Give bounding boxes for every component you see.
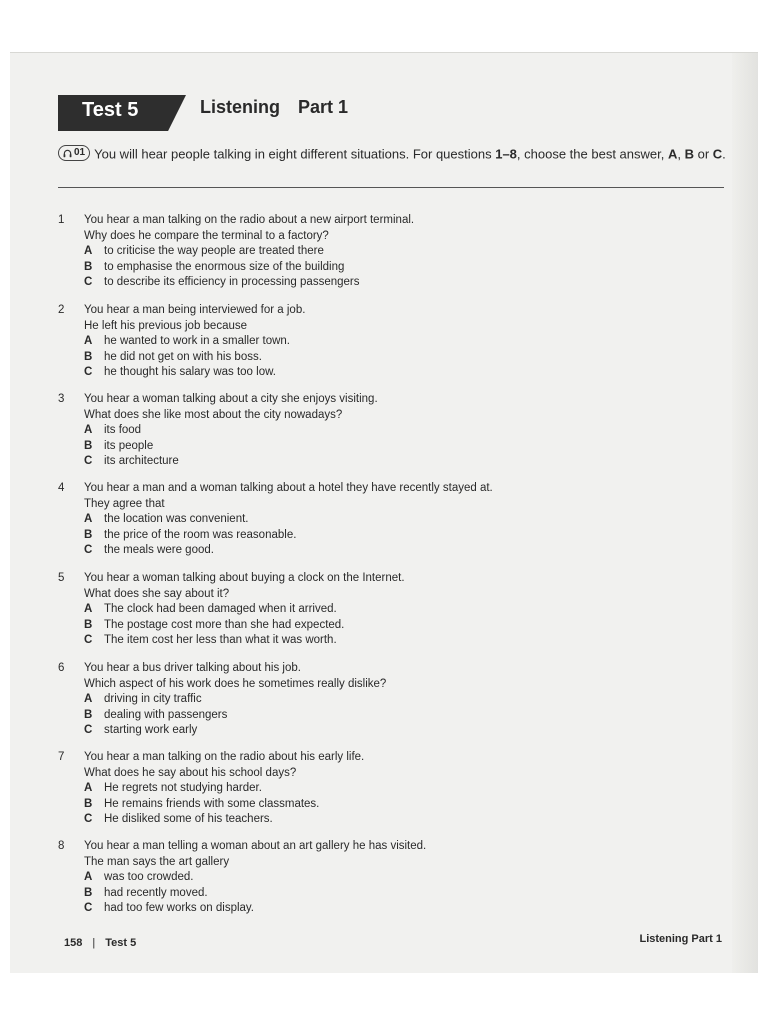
- answer-option: [84, 543, 704, 559]
- answer-option: [84, 870, 704, 886]
- instructions-or: or: [693, 146, 713, 162]
- answer-letter-a: A: [667, 146, 678, 162]
- option-text: dealing with passengers: [104, 708, 228, 721]
- question-context: You hear a man talking on the radio about a new airport terminal.: [84, 214, 415, 226]
- option-letter: C: [84, 813, 93, 825]
- option-text: was too crowded.: [104, 871, 194, 883]
- question-number: 7: [58, 751, 65, 763]
- option-text: He regrets not studying harder.: [104, 782, 262, 794]
- answer-option: [84, 692, 704, 708]
- question-text: What does he say about his school days?: [84, 766, 297, 779]
- option-letter: A: [84, 424, 93, 436]
- option-letter: C: [84, 634, 93, 646]
- option-letter: C: [84, 276, 93, 288]
- option-letter: A: [84, 782, 93, 794]
- question-body: [84, 571, 704, 649]
- answer-option: [84, 886, 704, 902]
- answer-option: [84, 528, 704, 544]
- question-text: What does she like most about the city nowadays?: [84, 408, 343, 421]
- answer-option: [84, 781, 704, 797]
- option-text: to describe its efficiency in processing passengers: [104, 276, 360, 288]
- answer-option: [84, 275, 704, 291]
- answer-option: [84, 797, 704, 813]
- question-body: [84, 303, 704, 381]
- question-number: 6: [58, 662, 65, 674]
- instructions-text-2: , choose the best answer,: [516, 146, 668, 162]
- option-text: starting work early: [104, 724, 198, 736]
- answer-option: [84, 723, 704, 739]
- answer-option: [84, 602, 704, 618]
- option-letter: A: [84, 693, 93, 705]
- question-context: You hear a man talking on the radio about his early life.: [84, 751, 365, 763]
- option-text: to emphasise the enormous size of the building: [104, 260, 345, 273]
- option-text: had recently moved.: [104, 886, 208, 899]
- answer-option: [84, 365, 704, 381]
- answer-letter-b: B: [684, 146, 694, 162]
- page-number: 158: [64, 937, 83, 949]
- question-number: 2: [58, 304, 65, 316]
- instructions: [58, 145, 726, 164]
- option-text: its architecture: [104, 455, 179, 467]
- answer-letter-c: C: [712, 146, 723, 162]
- option-letter: C: [84, 544, 93, 556]
- option-text: he thought his salary was too low.: [104, 366, 276, 378]
- option-letter: A: [84, 245, 93, 257]
- option-letter: C: [84, 724, 93, 736]
- option-text: to criticise the way people are treated there: [104, 245, 324, 257]
- question-context: You hear a man being interviewed for a job.: [84, 304, 306, 316]
- question-body: [84, 481, 704, 559]
- option-letter: A: [84, 513, 93, 525]
- test-title: Test 5: [82, 99, 139, 121]
- option-text: The item cost her less than what it was worth.: [104, 634, 337, 646]
- question-body: [84, 213, 704, 291]
- answer-option: [84, 812, 704, 828]
- question-body: [84, 661, 704, 739]
- option-letter: C: [84, 902, 93, 914]
- option-letter: B: [84, 708, 93, 721]
- footer-left: [64, 937, 136, 949]
- question-number: 5: [58, 572, 65, 584]
- option-letter: C: [84, 455, 93, 467]
- option-letter: A: [84, 603, 93, 615]
- option-text: driving in city traffic: [104, 693, 202, 705]
- option-text: The postage cost more than she had expected.: [104, 618, 345, 631]
- answer-option: [84, 633, 704, 649]
- instructions-sep: ,: [677, 146, 685, 162]
- question-range: 1–8: [495, 146, 517, 162]
- option-letter: B: [84, 439, 93, 452]
- answer-option: [84, 901, 704, 917]
- option-text: had too few works on display.: [104, 902, 255, 914]
- footer-test-label: Test 5: [105, 937, 137, 949]
- footer-separator: |: [92, 937, 96, 949]
- option-letter: A: [84, 871, 93, 883]
- answer-option: [84, 512, 704, 528]
- option-text: the meals were good.: [104, 544, 214, 556]
- answer-option: [84, 439, 704, 455]
- option-text: the location was convenient.: [104, 513, 249, 525]
- question-context: You hear a woman talking about a city she enjoys visiting.: [84, 393, 378, 405]
- question-number: 4: [58, 482, 65, 494]
- option-text: its people: [104, 439, 154, 452]
- option-text: He remains friends with some classmates.: [104, 797, 320, 810]
- footer-section-label: Listening Part 1: [639, 933, 722, 945]
- option-text: the price of the room was reasonable.: [104, 528, 297, 541]
- option-text: The clock had been damaged when it arrived.: [104, 603, 337, 615]
- option-letter: A: [84, 335, 93, 347]
- audio-track-badge: [58, 145, 90, 161]
- divider: [58, 187, 724, 188]
- section-title: [200, 97, 348, 118]
- question-body: [84, 392, 704, 470]
- answer-option: [84, 244, 704, 260]
- answer-option: [84, 708, 704, 724]
- section-name: Listening: [200, 97, 280, 117]
- audio-track-number: 01: [74, 147, 86, 158]
- option-letter: B: [84, 797, 93, 810]
- question-text: The man says the art gallery: [84, 855, 230, 868]
- option-letter: B: [84, 618, 93, 631]
- option-letter: B: [84, 528, 93, 541]
- answer-option: [84, 334, 704, 350]
- question-number: 3: [58, 393, 65, 405]
- question-text: Why does he compare the terminal to a factory?: [84, 229, 329, 242]
- question-body: [84, 750, 704, 828]
- question-text: What does she say about it?: [84, 587, 230, 600]
- question-body: [84, 839, 704, 917]
- question-text: They agree that: [84, 497, 165, 510]
- option-text: He disliked some of his teachers.: [104, 813, 273, 825]
- option-letter: B: [84, 260, 93, 273]
- question-context: You hear a bus driver talking about his job.: [84, 662, 301, 674]
- question-number: 8: [58, 840, 65, 852]
- option-letter: C: [84, 366, 93, 378]
- instructions-text: You will hear people talking in eight different situations. For questions: [94, 146, 496, 162]
- page-edge-shadow: [732, 53, 758, 973]
- option-text: he did not get on with his boss.: [104, 350, 262, 363]
- answer-option: [84, 260, 704, 276]
- option-letter: B: [84, 886, 93, 899]
- option-text: he wanted to work in a smaller town.: [104, 335, 291, 347]
- answer-option: [84, 423, 704, 439]
- headphones-icon: [63, 149, 72, 158]
- answer-option: [84, 618, 704, 634]
- instructions-end: .: [722, 146, 726, 162]
- question-context: You hear a man and a woman talking about a hotel they have recently stayed at.: [84, 482, 493, 494]
- question-context: You hear a woman talking about buying a clock on the Internet.: [84, 572, 405, 584]
- answer-option: [84, 350, 704, 366]
- part-name: Part 1: [298, 97, 349, 117]
- question-number: 1: [58, 214, 65, 226]
- option-letter: B: [84, 350, 93, 363]
- option-text: its food: [104, 424, 142, 436]
- question-context: You hear a man telling a woman about an art gallery he has visited.: [84, 840, 427, 852]
- answer-option: [84, 454, 704, 470]
- question-text: Which aspect of his work does he sometimes really dislike?: [84, 677, 387, 690]
- book-page: [10, 52, 758, 973]
- question-text: He left his previous job because: [84, 319, 248, 332]
